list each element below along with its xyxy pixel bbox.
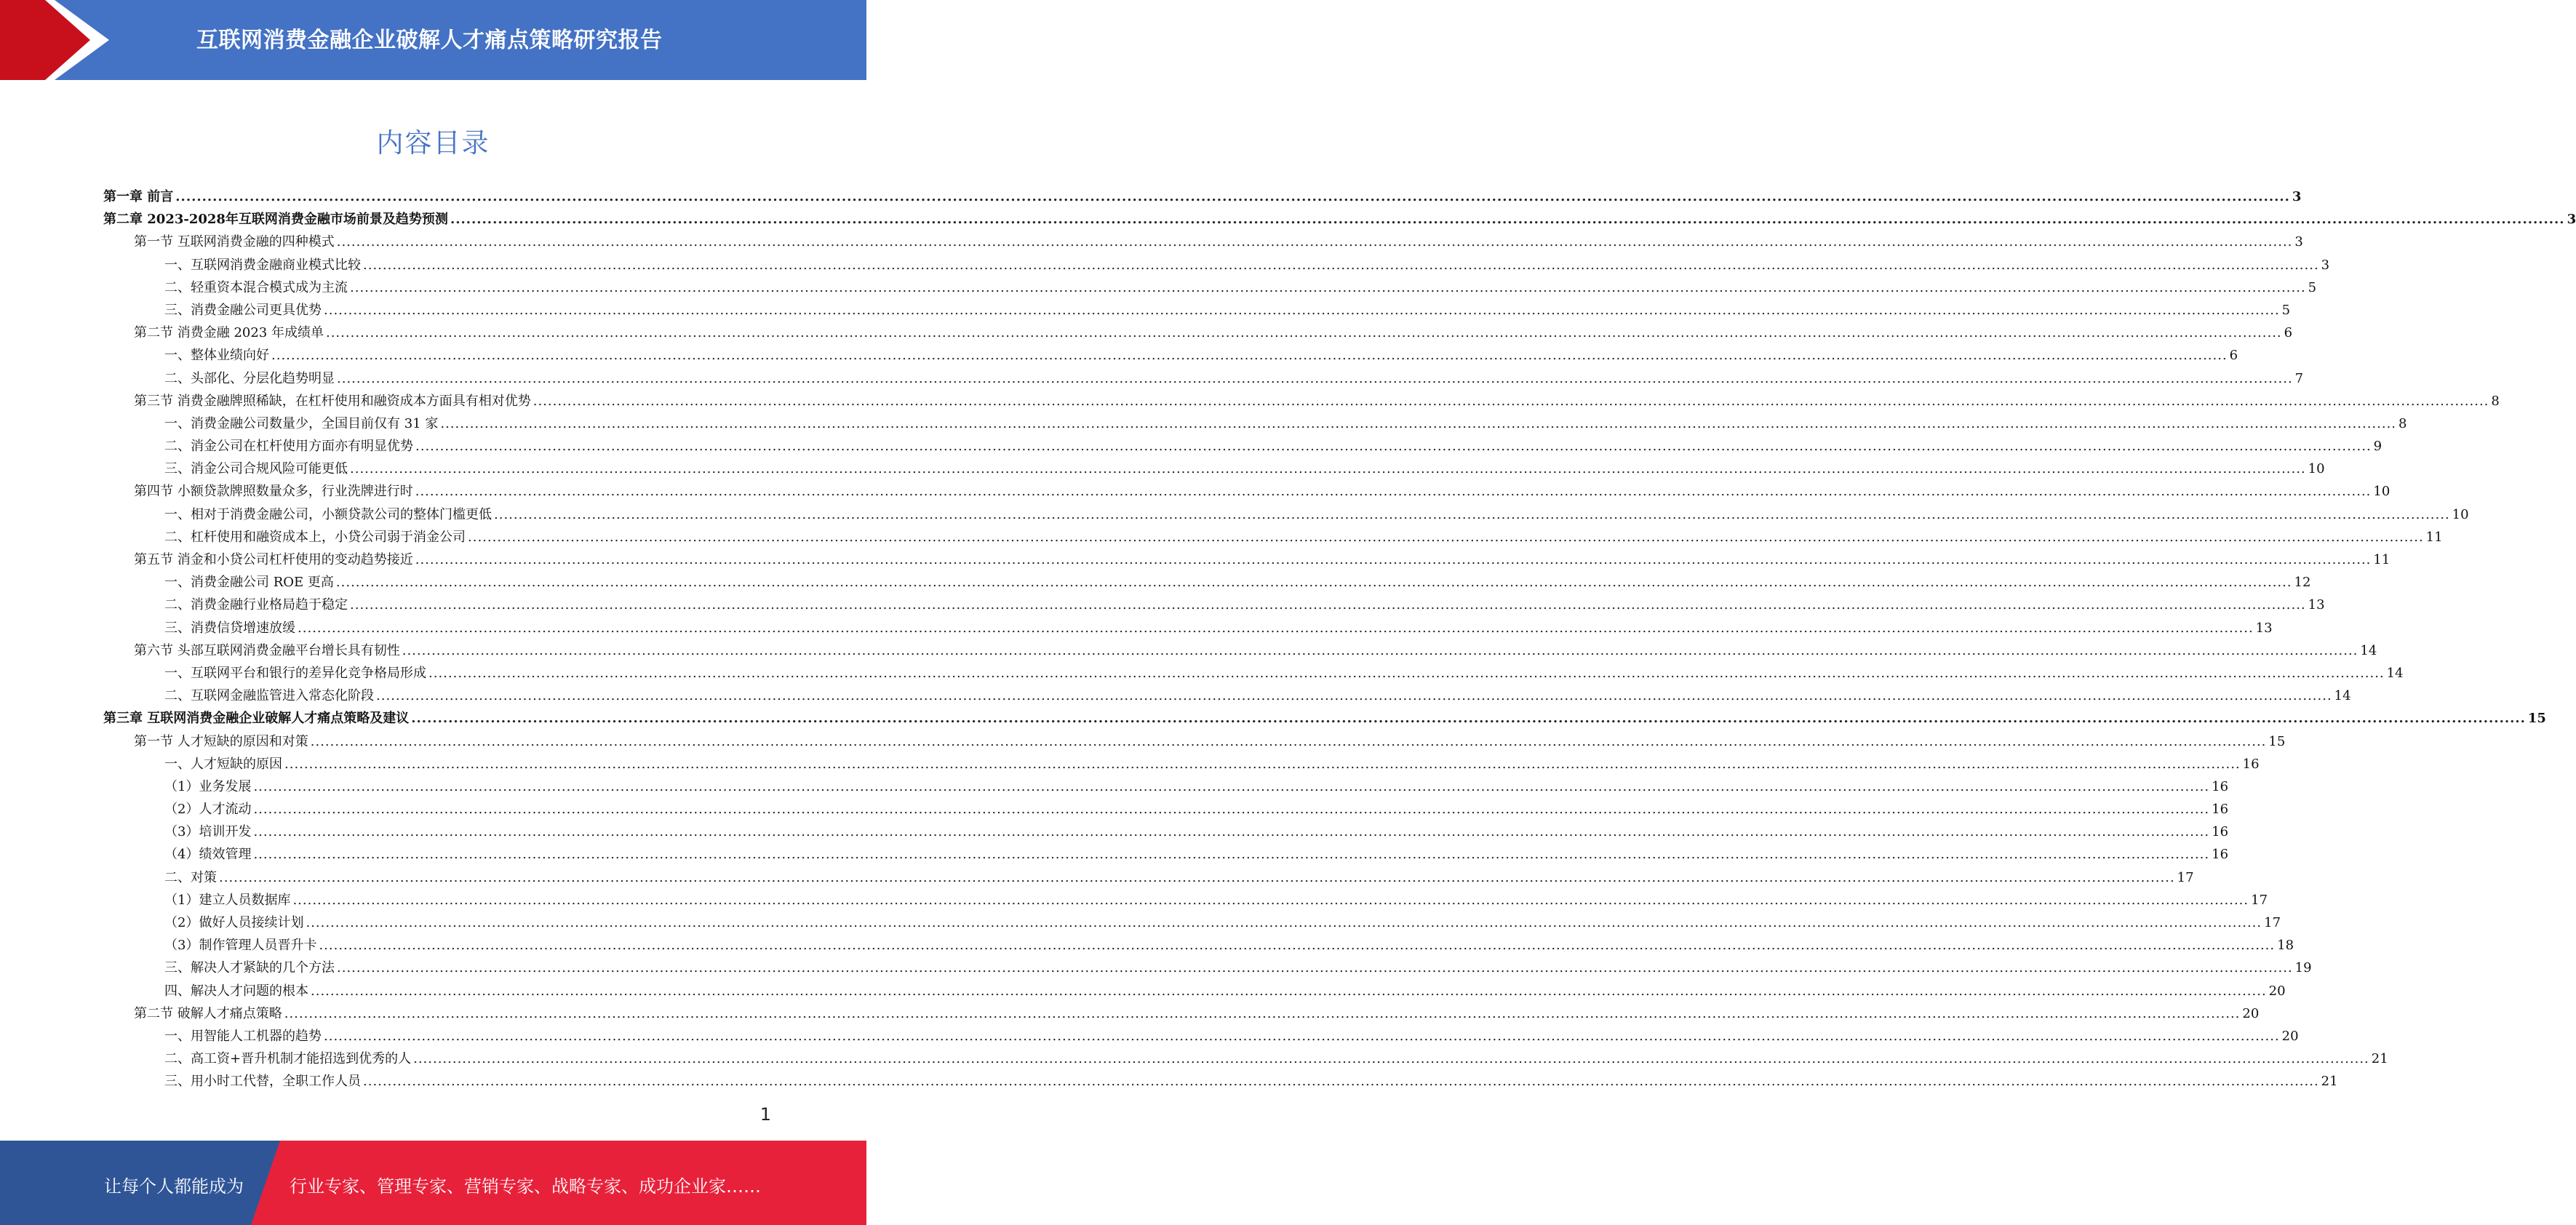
toc-entry-title: 三、消金公司合规风险可能更低	[164, 461, 348, 477]
toc-entry-page: 20	[2242, 1005, 2260, 1021]
toc-entry[interactable]	[103, 911, 2281, 934]
toc-entry-page: 14	[2360, 642, 2377, 658]
toc-dot-leader: ................................................................................................................................................................................................................................................................................................................................................................................................................	[311, 983, 2267, 999]
toc-dot-leader: ................................................................................................................................................................................................................................................................................................................................................................................................................	[336, 234, 2293, 250]
toc-entry[interactable]	[103, 639, 2377, 662]
toc-entry-page: 17	[2264, 915, 2281, 930]
toc-entry-title: （1）建立人员数据库	[164, 892, 291, 908]
toc-entry-page: 8	[2491, 393, 2500, 409]
toc-dot-leader: ................................................................................................................................................................................................................................................................................................................................................................................................................	[402, 642, 2358, 658]
toc-entry-page: 5	[2281, 302, 2291, 318]
toc-entry-page: 16	[2212, 802, 2229, 818]
toc-dot-leader: ................................................................................................................................................................................................................................................................................................................................................................................................................	[363, 1074, 2319, 1090]
toc-entry-title: 一、互联网消费金融商业模式比较	[164, 257, 361, 273]
toc-dot-leader: ................................................................................................................................................................................................................................................................................................................................................................................................................	[298, 620, 2254, 636]
toc-entry[interactable]	[103, 617, 2273, 639]
toc-entry-page: 17	[2251, 892, 2268, 908]
toc-entry[interactable]	[103, 480, 2390, 503]
toc-dot-leader: ................................................................................................................................................................................................................................................................................................................................................................................................................	[376, 688, 2332, 704]
toc-entry-title: 二、高工资+晋升机制才能招选到优秀的人	[164, 1051, 412, 1067]
toc-dot-leader: ................................................................................................................................................................................................................................................................................................................................................................................................................	[253, 778, 2210, 794]
toc-entry[interactable]	[103, 254, 2330, 276]
toc-dot-leader: ................................................................................................................................................................................................................................................................................................................................................................................................................	[413, 1051, 2369, 1067]
footer-slogan-left: 让每个人都能成为	[104, 1176, 244, 1197]
toc-dot-leader: ................................................................................................................................................................................................................................................................................................................................................................................................................	[337, 960, 2293, 976]
header-arrow-decoration	[0, 0, 116, 80]
toc-entry-page: 21	[2371, 1051, 2388, 1067]
toc-entry[interactable]	[103, 957, 2312, 979]
toc-entry[interactable]	[103, 367, 2304, 390]
toc-entry-title: 第二节 破解人才痛点策略	[134, 1005, 282, 1021]
toc-entry-title: 第四节 小额贷款牌照数量众多，行业洗牌进行时	[134, 484, 413, 500]
toc-entry-title: 第五节 消金和小贷公司杠杆使用的变动趋势接近	[134, 552, 413, 567]
toc-entry-page: 16	[2212, 778, 2229, 794]
toc-entry[interactable]	[103, 299, 2291, 322]
toc-entry-title: 二、头部化、分层化趋势明显	[164, 370, 335, 386]
toc-entry-page: 15	[2527, 711, 2546, 727]
toc-entry[interactable]	[103, 866, 2194, 889]
toc-entry-page: 11	[2425, 529, 2443, 545]
toc-entry-title: 二、对策	[164, 869, 217, 885]
toc-dot-leader: ................................................................................................................................................................................................................................................................................................................................................................................................................	[335, 575, 2292, 591]
toc-entry-title: 一、整体业绩向好	[164, 348, 269, 364]
toc-entry-title: （3）培训开发	[164, 824, 252, 840]
toc-entry-title: 二、轻重资本混合模式成为主流	[164, 279, 348, 295]
toc-entry-title: 二、杠杆使用和融资成本上，小贷公司弱于消金公司	[164, 529, 466, 545]
toc-entry[interactable]	[103, 276, 2317, 299]
toc-entry[interactable]	[103, 503, 2469, 526]
toc-dot-leader: ................................................................................................................................................................................................................................................................................................................................................................................................................	[219, 869, 2175, 885]
footer-band	[0, 1141, 866, 1225]
toc-entry[interactable]	[103, 980, 2286, 1002]
toc-dot-leader: ................................................................................................................................................................................................................................................................................................................................................................................................................	[415, 439, 2372, 455]
toc-entry-title: 第一节 人才短缺的原因和对策	[134, 733, 308, 749]
toc-dot-leader: ................................................................................................................................................................................................................................................................................................................................................................................................................	[468, 529, 2424, 545]
toc-entry-title: （3）制作管理人员晋升卡	[164, 938, 317, 954]
toc-entry-page: 13	[2255, 620, 2273, 636]
toc-entry[interactable]	[103, 821, 2229, 843]
header-band	[0, 0, 866, 80]
toc-entry-page: 6	[2229, 348, 2238, 364]
toc-dot-leader: ................................................................................................................................................................................................................................................................................................................................................................................................................	[350, 279, 2306, 295]
toc-dot-leader: ................................................................................................................................................................................................................................................................................................................................................................................................................	[271, 348, 2228, 364]
toc-dot-leader: ................................................................................................................................................................................................................................................................................................................................................................................................................	[284, 1005, 2241, 1021]
toc-dot-leader: ................................................................................................................................................................................................................................................................................................................................................................................................................	[306, 915, 2262, 930]
toc-dot-leader: ................................................................................................................................................................................................................................................................................................................................................................................................................	[415, 552, 2372, 567]
toc-entry-page: 20	[2281, 1028, 2299, 1044]
table-of-contents	[103, 185, 2576, 1093]
toc-entry-page: 14	[2334, 688, 2351, 704]
toc-dot-leader: ................................................................................................................................................................................................................................................................................................................................................................................................................	[319, 938, 2276, 954]
toc-entry[interactable]	[103, 775, 2229, 798]
toc-entry-page: 13	[2308, 597, 2325, 613]
toc-entry-page: 8	[2398, 415, 2407, 431]
toc-dot-leader: ................................................................................................................................................................................................................................................................................................................................................................................................................	[450, 212, 2565, 228]
toc-entry[interactable]	[103, 458, 2325, 480]
toc-entry-page: 20	[2268, 983, 2286, 999]
toc-entry-title: 一、消费金融公司 ROE 更高	[164, 575, 334, 591]
toc-entry[interactable]	[103, 594, 2325, 616]
toc-entry-page: 3	[2321, 257, 2330, 273]
toc-entry-title: 三、用小时工代替，全职工作人员	[164, 1074, 361, 1090]
toc-entry-title: 一、消费金融公司数量少，全国目前仅有 31 家	[164, 415, 439, 431]
toc-entry-title: 第六节 头部互联网消费金融平台增长具有韧性	[134, 642, 400, 658]
toc-entry-page: 10	[2452, 506, 2469, 522]
toc-entry-title: 一、用智能人工机器的趋势	[164, 1028, 322, 1044]
toc-entry[interactable]	[103, 208, 2576, 231]
toc-entry[interactable]	[103, 571, 2311, 594]
toc-entry-page: 10	[2308, 461, 2325, 477]
toc-entry[interactable]	[103, 435, 2382, 458]
toc-dot-leader: ................................................................................................................................................................................................................................................................................................................................................................................................................	[325, 325, 2282, 341]
toc-dot-leader: ................................................................................................................................................................................................................................................................................................................................................................................................................	[324, 302, 2280, 318]
toc-entry-title: （4）绩效管理	[164, 847, 252, 863]
toc-entry[interactable]	[103, 412, 2407, 435]
toc-entry[interactable]	[103, 934, 2294, 957]
toc-entry[interactable]	[103, 843, 2229, 866]
toc-entry-page: 21	[2321, 1074, 2338, 1090]
report-title: 互联网消费金融企业破解人才痛点策略研究报告	[196, 28, 663, 53]
toc-entry-title: 二、互联网金融监管进入常态化阶段	[164, 688, 374, 704]
toc-dot-leader: ................................................................................................................................................................................................................................................................................................................................................................................................................	[337, 370, 2293, 386]
toc-entry-page: 7	[2294, 370, 2304, 386]
toc-entry[interactable]	[103, 548, 2390, 571]
toc-entry[interactable]	[103, 231, 2303, 253]
toc-dot-leader: ................................................................................................................................................................................................................................................................................................................................................................................................................	[253, 824, 2210, 840]
toc-entry-page: 3	[2567, 212, 2576, 228]
toc-dot-leader: ................................................................................................................................................................................................................................................................................................................................................................................................................	[324, 1028, 2280, 1044]
page-title: 内容目录	[376, 127, 490, 159]
toc-entry-title: （1）业务发展	[164, 778, 252, 794]
toc-dot-leader: ................................................................................................................................................................................................................................................................................................................................................................................................................	[428, 665, 2385, 681]
footer-slogan-right: 行业专家、管理专家、营销专家、战略专家、成功企业家……	[290, 1176, 761, 1197]
toc-dot-leader: ................................................................................................................................................................................................................................................................................................................................................................................................................	[284, 756, 2241, 772]
toc-entry-title: 二、消金公司在杠杆使用方面亦有明显优势	[164, 439, 413, 455]
toc-dot-leader: ................................................................................................................................................................................................................................................................................................................................................................................................................	[253, 847, 2210, 863]
toc-entry-page: 11	[2373, 552, 2390, 567]
toc-entry[interactable]	[103, 322, 2293, 344]
toc-dot-leader: ................................................................................................................................................................................................................................................................................................................................................................................................................	[440, 415, 2397, 431]
toc-entry-page: 10	[2373, 484, 2390, 500]
toc-entry-page: 16	[2212, 847, 2229, 863]
toc-entry[interactable]	[103, 1048, 2388, 1070]
toc-entry-title: 第一节 互联网消费金融的四种模式	[134, 234, 335, 250]
toc-entry-title: 一、人才短缺的原因	[164, 756, 282, 772]
toc-entry-page: 6	[2284, 325, 2293, 341]
toc-entry[interactable]	[103, 185, 2302, 208]
toc-entry-title: 第三节 消费金融牌照稀缺，在杠杆使用和融资成本方面具有相对优势	[134, 393, 531, 409]
toc-entry-page: 15	[2268, 733, 2286, 749]
toc-dot-leader: ................................................................................................................................................................................................................................................................................................................................................................................................................	[363, 257, 2319, 273]
toc-entry-title: 第二章 2023-2028年互联网消费金融市场前景及趋势预测	[103, 212, 448, 228]
toc-dot-leader: ................................................................................................................................................................................................................................................................................................................................................................................................................	[411, 711, 2526, 727]
toc-entry[interactable]	[103, 798, 2229, 821]
toc-entry[interactable]	[103, 662, 2404, 685]
toc-dot-leader: ................................................................................................................................................................................................................................................................................................................................................................................................................	[175, 189, 2290, 204]
toc-entry-page: 16	[2242, 756, 2260, 772]
toc-entry-page: 12	[2294, 575, 2311, 591]
toc-entry[interactable]	[103, 753, 2260, 775]
toc-entry[interactable]	[103, 526, 2443, 548]
toc-entry[interactable]	[103, 730, 2286, 753]
toc-entry[interactable]	[103, 707, 2546, 730]
toc-dot-leader: ................................................................................................................................................................................................................................................................................................................................................................................................................	[310, 733, 2267, 749]
toc-entry-title: 第二节 消费金融 2023 年成绩单	[134, 325, 324, 341]
toc-dot-leader: ................................................................................................................................................................................................................................................................................................................................................................................................................	[533, 393, 2489, 409]
toc-entry-page: 5	[2308, 279, 2317, 295]
toc-entry-title: 一、互联网平台和银行的差异化竞争格局形成	[164, 665, 426, 681]
toc-entry[interactable]	[103, 390, 2500, 412]
toc-entry-page: 3	[2292, 189, 2302, 204]
toc-entry-title: 二、消费金融行业格局趋于稳定	[164, 597, 348, 613]
toc-entry-title: 一、相对于消费金融公司，小额贷款公司的整体门槛更低	[164, 506, 492, 522]
toc-dot-leader: ................................................................................................................................................................................................................................................................................................................................................................................................................	[292, 892, 2249, 908]
toc-entry-title: （2）做好人员接续计划	[164, 915, 304, 930]
toc-entry[interactable]	[103, 889, 2268, 911]
toc-dot-leader: ................................................................................................................................................................................................................................................................................................................................................................................................................	[415, 484, 2372, 500]
toc-entry[interactable]	[103, 344, 2238, 367]
toc-entry-title: （2）人才流动	[164, 802, 252, 818]
toc-dot-leader: ................................................................................................................................................................................................................................................................................................................................................................................................................	[350, 461, 2306, 477]
toc-entry[interactable]	[103, 1002, 2260, 1025]
toc-entry-title: 三、消费信贷增速放缓	[164, 620, 295, 636]
toc-entry-title: 三、消费金融公司更具优势	[164, 302, 322, 318]
toc-entry-page: 3	[2294, 234, 2303, 250]
toc-entry-page: 17	[2177, 869, 2194, 885]
toc-entry-page: 14	[2386, 665, 2404, 681]
toc-entry-title: 三、解决人才紧缺的几个方法	[164, 960, 335, 976]
toc-entry[interactable]	[103, 1025, 2299, 1048]
toc-dot-leader: ................................................................................................................................................................................................................................................................................................................................................................................................................	[350, 597, 2306, 613]
page-number: 1	[759, 1104, 771, 1125]
toc-dot-leader: ................................................................................................................................................................................................................................................................................................................................................................................................................	[253, 802, 2210, 818]
toc-entry-page: 16	[2212, 824, 2229, 840]
toc-entry-page: 18	[2277, 938, 2294, 954]
toc-entry-page: 9	[2373, 439, 2382, 455]
toc-entry-title: 四、解决人才问题的根本	[164, 983, 308, 999]
toc-dot-leader: ................................................................................................................................................................................................................................................................................................................................................................................................................	[494, 506, 2450, 522]
toc-entry-page: 19	[2294, 960, 2312, 976]
toc-entry-title: 第三章 互联网消费金融企业破解人才痛点策略及建议	[103, 711, 410, 727]
toc-entry-title: 第一章 前言	[103, 189, 174, 204]
toc-entry[interactable]	[103, 685, 2351, 707]
toc-entry[interactable]	[103, 1070, 2338, 1093]
